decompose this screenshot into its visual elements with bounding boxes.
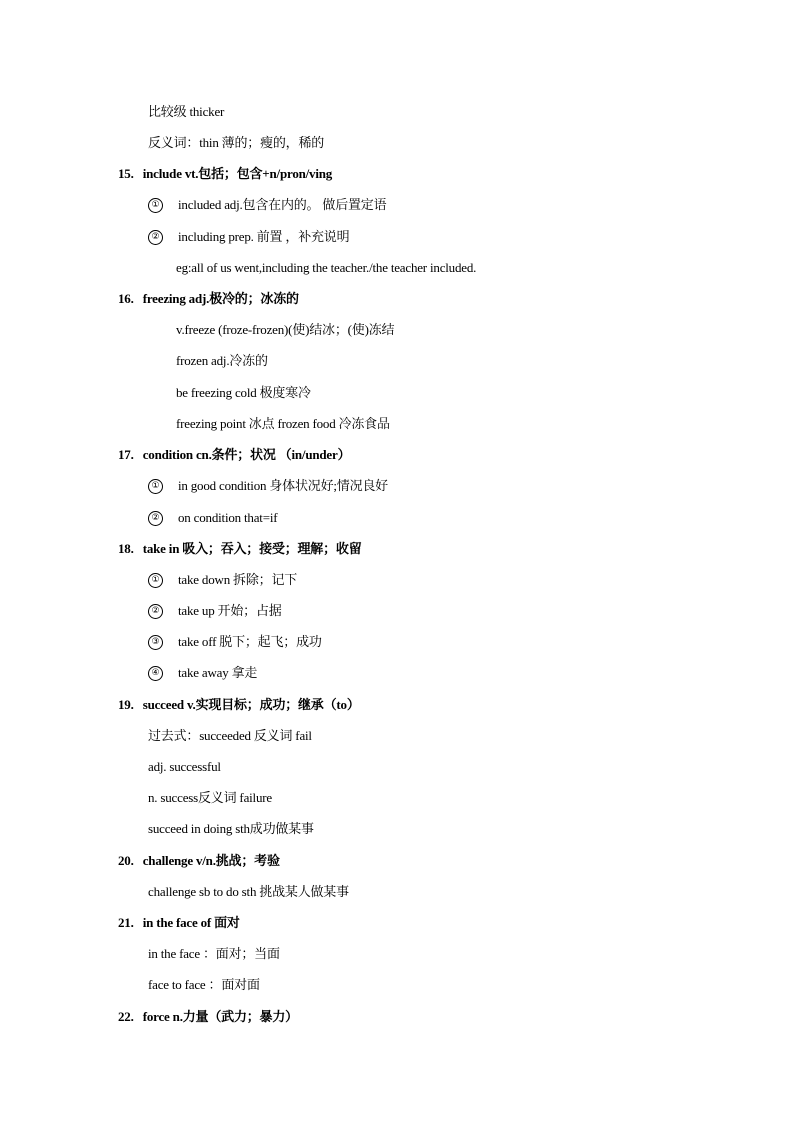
entry-number: 15.: [118, 166, 134, 181]
text-line: 反义词：thin 薄的；瘦的，稀的: [148, 135, 325, 150]
circled-number: ②: [148, 604, 163, 619]
text-line: face to face ：面对面: [148, 977, 260, 992]
entry-heading: [118, 166, 332, 182]
entry-heading: [118, 541, 362, 557]
circled-number: ③: [148, 635, 163, 650]
sub-item: on condition that=if: [178, 510, 278, 525]
entry-number: 16.: [118, 291, 134, 306]
circled-number: ①: [148, 479, 163, 494]
text-line: frozen adj.冷冻的: [176, 353, 268, 368]
text-line: 过去式：succeeded 反义词 fail: [148, 728, 312, 743]
text-line: n. success反义词 failure: [148, 790, 272, 805]
entry-heading: [118, 1009, 298, 1025]
sub-item: in good condition 身体状况好;情况良好: [178, 478, 388, 493]
text-line: succeed in doing sth成功做某事: [148, 821, 314, 836]
entry-title: in the face of 面对: [142, 915, 240, 930]
entry-heading: [118, 697, 360, 713]
sub-item: take up 开始；占据: [178, 603, 282, 618]
entry-number: 17.: [118, 447, 134, 462]
entry-title: challenge v/n.挑战；考验: [142, 853, 280, 868]
circled-number: ②: [148, 511, 163, 526]
entry-title: take in 吸入；吞入；接受；理解；收留: [142, 541, 362, 556]
sub-item: take off 脱下；起飞；成功: [178, 634, 322, 649]
entry-heading: [118, 291, 299, 307]
circled-number: ④: [148, 666, 163, 681]
text-line: adj. successful: [148, 759, 221, 774]
entry-number: 22.: [118, 1009, 134, 1024]
text-line: 比较级 thicker: [148, 104, 225, 119]
entry-title: freezing adj.极冷的；冰冻的: [142, 291, 299, 306]
text-line: freezing point 冰点 frozen food 冷冻食品: [176, 416, 390, 431]
entry-heading: [118, 853, 280, 869]
text-line: challenge sb to do sth 挑战某人做某事: [148, 884, 349, 899]
text-line: in the face ：面对；当面: [148, 946, 280, 961]
circled-number: ②: [148, 230, 163, 245]
sub-item: take away 拿走: [178, 665, 258, 680]
entry-title: condition cn.条件；状况 （in/under）: [142, 447, 351, 462]
example-line: eg:all of us went,including the teacher./the teacher included.: [176, 260, 477, 275]
entry-title: force n.力量（武力；暴力）: [142, 1009, 298, 1024]
entry-number: 19.: [118, 697, 134, 712]
text-line: v.freeze (froze-frozen)(使)结冰；(使)冻结: [176, 322, 395, 337]
circled-number: ①: [148, 573, 163, 588]
text-line: be freezing cold 极度寒冷: [176, 385, 311, 400]
circled-number: ①: [148, 198, 163, 213]
entry-heading: [118, 915, 240, 931]
entry-number: 21.: [118, 915, 134, 930]
entry-title: include vt.包括；包含+n/pron/ving: [142, 166, 333, 181]
entry-number: 20.: [118, 853, 134, 868]
sub-item: take down 拆除；记下: [178, 572, 298, 587]
entry-title: succeed v.实现目标；成功；继承（to）: [142, 697, 360, 712]
entry-number: 18.: [118, 541, 134, 556]
sub-item: included adj.包含在内的。 做后置定语: [178, 197, 387, 212]
entry-heading: [118, 447, 350, 463]
sub-item: including prep. 前置 ，补充说明: [178, 229, 350, 244]
